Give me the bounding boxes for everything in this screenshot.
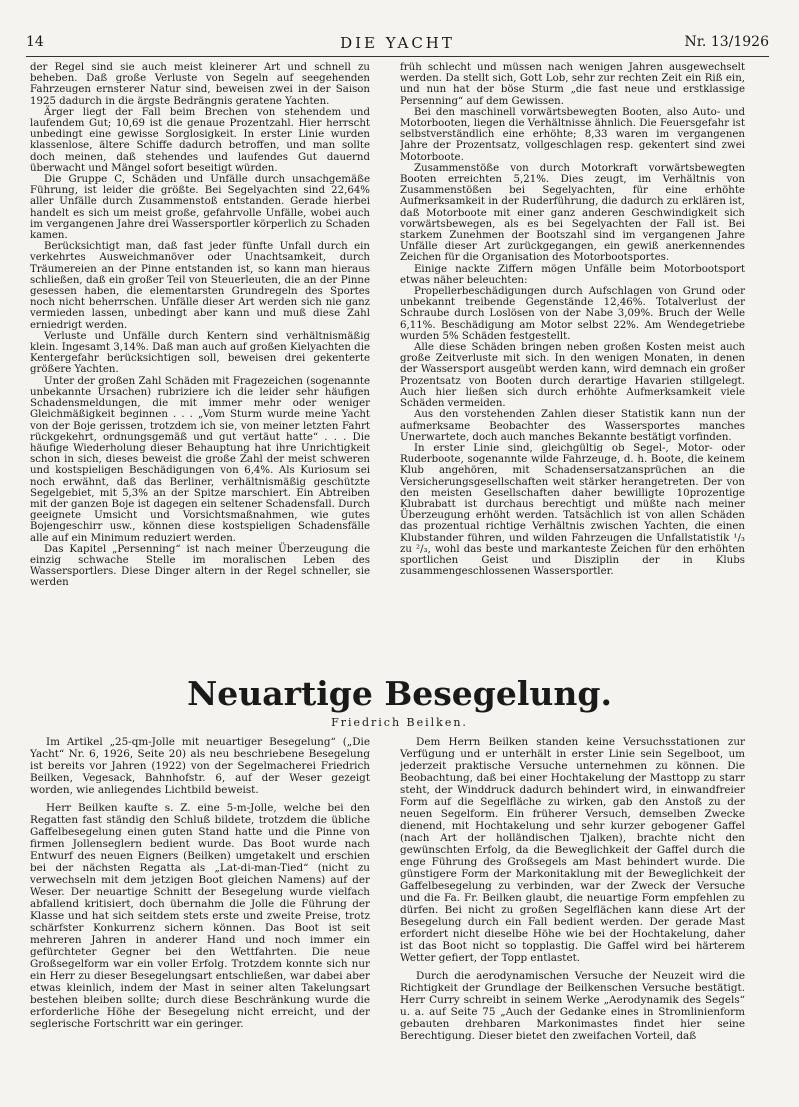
paragraph: früh schlecht und müssen nach wenigen Jahren ausgewechselt werden. Da stellt sich, Gott Lob, sehr zur rechten Zeit ein Riß ein, und nun hat der böse Sturm „die fast neue und erstklassige Persenning“ auf dem Gewissen. — [400, 62, 745, 107]
bottom-left-column — [30, 736, 370, 1101]
top-right-column — [400, 62, 745, 622]
bottom-right-column — [400, 736, 745, 1101]
paragraph: Zusammenstöße von durch Motorkraft vorwärtsbewegten Booten erreichten 5,21%. Dies zeugt, im Verhältnis von Zusammenstößen bei Segelyachten, für eine erhöhte Aufmerksamkeit in der Ruderführung, die dadurch zu erklären ist, daß Motorboote mit einer ganz anderen Geschwindigkeit sich vorwärtsbewegen, als es bei Segelyachten der Fall ist. Bei starkem Zunehmen der Bootszahl sind im vergangenen Jahre Unfälle dieser Art zurückgegangen, ein gewiß anerkennendes Zeichen für die Organisation des Motorbootsportes. — [400, 162, 745, 264]
paragraph: Unter der großen Zahl Schäden mit Fragezeichen (sogenannte unbekannte Ursachen) rubriziere ich die leider sehr häufigen Schadensmeldungen, die mit immer mehr oder weniger Gleichmäßigkeit beginnen . . . „Vom Sturm wurde meine Yacht von der Boje gerissen, trotzdem ich sie, von meiner letzten Fahrt rückgekehrt, ordnungsgemäß und gut vertäut hatte“ . . . Die häufige Wiederholung dieser Behauptung hat ihre Unrichtigkeit schon in sich, dieses beweist die große Zahl der meist schweren und kostspieligen Beschädigungen von 6,4%. Als Kuriosum sei noch erwähnt, daß das Berliner, verhältnismäßig geschützte Segelgebiet, mit 5,3% an der Spitze marschiert. Ein Abtreiben mit der ganzen Boje ist dagegen ein seltener Schadensfall. Durch geeignete Umsicht und Vorsichtsmaßnahmen, wie gutes Bojengeschirr usw., können diese kostspieligen Schadensfälle alle auf ein Minimum reduziert werden. — [30, 375, 370, 544]
paragraph: Bei den maschinell vorwärtsbewegten Booten, also Auto- und Motorbooten, liegen die Verhältnisse ähnlich. Die Feuersgefahr ist selbstverständlich eine erhöhte; 8,33 waren im vergangenen Jahre der Prozentsatz, vollgeschlagen resp. gekentert sind zwei Motorboote. — [400, 106, 745, 163]
paragraph: Das Kapitel „Persenning“ ist nach meiner Überzeugung die einzig schwache Stelle im moralischen Leben des Wassersportlers. Diese Dinger altern in der Regel schneller, sie werden — [30, 543, 370, 589]
paragraph: Alle diese Schäden bringen neben großen Kosten meist auch große Zeitverluste mit sich. In den wenigen Monaten, in denen der Wassersport ausgeübt werden kann, wird demnach ein großer Prozentsatz von Booten durch derartige Havarien stillgelegt. Auch hier ließen sich durch erhöhte Aufmerksamkeit viele Schäden vermeiden. — [400, 342, 745, 410]
issue-number: Nr. 13/1926 — [684, 34, 769, 50]
paragraph: Die Gruppe C, Schäden und Unfälle durch unsachgemäße Führung, ist leider die größte. Bei Segelyachten sind 22,64% aller Unfälle durch Zusammenstoß entstanden. Gerade hierbei handelt es sich um meist große, gefahrvolle Unfälle, wobei auch im vergangenen Jahre drei Wassersportler körperlich zu Schaden kamen. — [30, 174, 370, 242]
paragraph: Einige nackte Ziffern mögen Unfälle beim Motorbootsport etwas näher beleuchten: — [400, 263, 745, 286]
paragraph: Aus den vorstehenden Zahlen dieser Statistik kann nun der aufmerksame Beobachter des Wassersportes manches Unerwartete, doch auch manches Bekannte bestätigt vorfinden. — [400, 409, 745, 443]
article-author: Friedrich Beilken. — [331, 716, 468, 729]
paragraph: Verluste und Unfälle durch Kentern sind verhältnismäßig klein. Ingesamt 3,14%. Daß man auch auf großen Kielyachten die Kentergefahr berücksichtigen soll, beweisen drei gekenterte größere Yachten. — [30, 330, 370, 376]
paragraph: Dem Herrn Beilken standen keine Versuchsstationen zur Verfügung und er unterhält in erster Linie sein Segelboot, um jederzeit praktische Versuche unternehmen zu können. Die Beobachtung, daß bei einer Hochtakelung der Masttopp zu starr steht, der Winddruck dadurch behindert wird, in einwandfreier Form auf die Segelfläche zu wirken, gab den Anstoß zu der neuen Segelform. Ein früherer Versuch, demselben Zwecke dienend, mit Hochtakelung und sehr kurzer gebogener Gaffel (nach Art der holländischen Tjalken), brachte nicht den gewünschten Erfolg, da die Beweglichkeit der Gaffel durch die enge Führung des Großsegels am Mast behindert wurde. Die günstigere Form der Markonitaklung mit der Beweglichkeit der Gaffelbesegelung zu verbinden, war der Zweck der Versuche und die Fa. Fr. Beilken glaubt, die neuartige Form empfehlen zu dürfen. Bei nicht zu großen Segelflächen kann diese Art der Besegelung durch ein Fall bedient werden. Der gerade Mast erfordert nicht dieselbe Höhe wie bei der Hochtakelung, daher ist das Boot nicht so topplastig. Die Gaffel wird bei härterem Wetter gefiert, der Topp entlastet. — [400, 736, 745, 964]
paragraph: Herr Beilken kaufte s. Z. eine 5-m-Jolle, welche bei den Regatten fast ständig den Schluß bildete, trotzdem die übliche Gaffelbesegelung einen guten Stand hatte und die Pinne von firmen Jollenseglern bedient wurde. Das Boot wurde nach Entwurf des neuen Eigners (Beilken) umgetakelt und erschien bei der nächsten Regatta als „Lat-di-man-Tied“ (nicht zu verwechseln mit dem jetzigen Boot gleichen Namens) auf der Weser. Der neuartige Schnitt der Besegelung wurde vielfach abfallend kritisiert, doch übernahm die Jolle die Führung der Klasse und hat sich seitdem stets erste und zweite Preise, trotz schärfster Konkurrenz sichern können. Das Boot ist seit mehreren Jahren in anderer Hand und noch immer ein gefürchteter Gegner bei den Wettfahrten. Die neue Großsegelform war ein voller Erfolg. Trotzdem konnte sich nur ein Herr zu dieser Besegelungsart entschließen, war dabei aber etwas kleinlich, indem der Mast in seiner alten Takelungsart bestehen bleiben sollte; durch diese Beschränkung wurde die erforderliche Höhe der Besegelung nicht erreicht, und der seglerische Fortschritt war ein geringer. — [30, 802, 370, 1030]
article-title: Neuartige Besegelung. — [187, 674, 612, 713]
paragraph: Ärger liegt der Fall beim Brechen von stehendem und laufendem Gut; 10,69 ist die genaue Prozentzahl. Hier herrscht unbedingt eine gewisse Sorglosigkeit. In erster Linie wurden klassenlose, ältere Schiffe dadurch betroffen, und man sollte doch meinen, daß stehendes und laufendes Gut dauernd überwacht und Mängel sofort beseitigt würden. — [30, 106, 370, 174]
paragraph: Durch die aerodynamischen Versuche der Neuzeit wird die Richtigkeit der Grundlage der Beilkenschen Versuche bestätigt. Herr Curry schreibt in seinem Werke „Aerodynamik des Segels“ u. a. auf Seite 75 „Auch der Gedanke eines in Stromlinienform gebauten drehbaren Markonimastes findet hier seine Berechtigung. Dieser bietet den zweifachen Vorteil, daß — [400, 970, 745, 1042]
page-number: 14 — [26, 34, 44, 50]
paragraph: In erster Linie sind, gleichgültig ob Segel-, Motor- oder Ruderboote, sogenannte wilde Fahrzeuge, d. h. Boote, die keinem Klub angehören, mit Schadensersatzansprüchen an die Versicherungsgesellschaften weit stärker herangetreten. Der von den meisten Gesellschaften daher bewilligte 10prozentige Klubrabatt ist durchaus berechtigt und müßte nach meiner Überzeugung erhöht werden. Tatsächlich ist von allen Schäden das prozentual richtige Verhältnis zwischen Yachten, die einen Klubstander führen, und wilden Fahrzeugen die Unfallstatistik ¹/₃ zu ²/₃, wohl das beste und markanteste Zeichen für den erhöhten sportlichen Geist und Disziplin der in Klubs zusammengeschlossenen Wassersportler. — [400, 442, 745, 578]
top-left-column — [30, 62, 370, 622]
paragraph: Propellerbeschädigungen durch Aufschlagen von Grund oder unbekannt treibende Gegenstände 12,46%. Totalverlust der Schraube durch Loslösen von der Nabe 3,09%. Bruch der Welle 6,11%. Beschädigung am Motor selbst 22%. Am Wendegetriebe wurden 5% Schäden festgestellt. — [400, 286, 745, 342]
journal-title: DIE YACHT — [340, 34, 455, 52]
paragraph: Im Artikel „25-qm-Jolle mit neuartiger Besegelung“ („Die Yacht“ Nr. 6, 1926, Seite 20) als neu beschriebene Besegelung ist bereits vor Jahren (1922) von der Segelmacherei Friedrich Beilken, Vegesack, Bahnhofstr. 6, auf der Weser gezeigt worden, wie anliegendes Lichtbild beweist. — [30, 736, 370, 796]
page-header — [26, 34, 769, 54]
header-rule — [26, 56, 769, 57]
paragraph: Berücksichtigt man, daß fast jeder fünfte Unfall durch ein verkehrtes Ausweichmanöver oder Unachtsamkeit, durch Träumereien an der Pinne entstanden ist, so kann man hieraus schließen, daß ein großer Teil von Steuerleuten, die an der Pinne gesessen haben, die elementarsten Grundregeln des Sportes noch nicht beherrschen. Unfälle dieser Art werden sich nie ganz vermieden lassen, unbedingt aber kann und muß diese Zahl erniedrigt werden. — [30, 241, 370, 331]
paragraph: der Regel sind sie auch meist kleinerer Art und schnell zu beheben. Daß große Verluste von Segeln auf seegehenden Fahrzeugen ernsterer Natur sind, beweisen zwei in der Saison 1925 dadurch in die ärgste Bedrängnis geratene Yachten. — [30, 62, 370, 107]
